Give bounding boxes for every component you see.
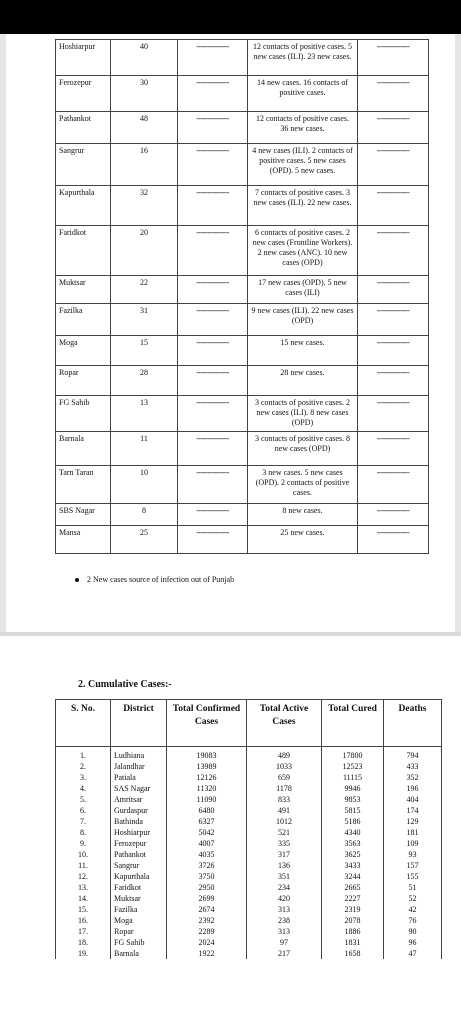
count-cell: 20 — [111, 226, 178, 276]
table-row — [56, 893, 442, 904]
cured-cell: 3244 — [322, 871, 384, 882]
placeholder-cell: --------------- — [178, 336, 248, 366]
table-row — [56, 937, 442, 948]
table-row — [56, 948, 442, 959]
confirmed-cell: 3750 — [167, 871, 247, 882]
cured-cell: 1658 — [322, 948, 384, 959]
confirmed-cell: 4007 — [167, 838, 247, 849]
table-row — [56, 276, 429, 304]
table-row — [56, 772, 442, 783]
cured-cell: 17800 — [322, 750, 384, 761]
deaths-cell: 352 — [384, 772, 442, 783]
active-cell: 1178 — [247, 783, 322, 794]
district-cell: Muktsar — [111, 893, 167, 904]
count-cell: 16 — [111, 144, 178, 186]
serial-cell: 18. — [56, 937, 111, 948]
details-cell: 28 new cases. — [248, 366, 358, 396]
placeholder-cell: --------------- — [178, 366, 248, 396]
district-cell: Pathankot — [56, 112, 111, 144]
placeholder-cell: --------------- — [178, 396, 248, 432]
serial-cell: 13. — [56, 882, 111, 893]
table-row — [56, 504, 429, 526]
deaths-cell: 42 — [384, 904, 442, 915]
cured-cell: 3433 — [322, 860, 384, 871]
district-cases-table — [55, 39, 429, 554]
active-cell: 335 — [247, 838, 322, 849]
details-cell: 7 contacts of positive cases. 3 new cases (ILI). 22 new cases. — [248, 186, 358, 226]
table-row — [56, 805, 442, 816]
confirmed-cell: 2392 — [167, 915, 247, 926]
district-cell: SBS Nagar — [56, 504, 111, 526]
cured-cell: 4340 — [322, 827, 384, 838]
table-row — [56, 827, 442, 838]
table-row — [56, 304, 429, 336]
confirmed-cell: 5042 — [167, 827, 247, 838]
count-cell: 28 — [111, 366, 178, 396]
serial-cell: 14. — [56, 893, 111, 904]
placeholder-cell: --------------- — [358, 40, 429, 76]
cured-cell: 11115 — [322, 772, 384, 783]
district-cell: Moga — [111, 915, 167, 926]
confirmed-cell: 11090 — [167, 794, 247, 805]
active-cell: 521 — [247, 827, 322, 838]
confirmed-cell: 4035 — [167, 849, 247, 860]
district-cell: Muktsar — [56, 276, 111, 304]
table-row — [56, 882, 442, 893]
count-cell: 15 — [111, 336, 178, 366]
district-cell: Fazilka — [56, 304, 111, 336]
table-row — [56, 926, 442, 937]
active-cell: 351 — [247, 871, 322, 882]
table-row — [56, 76, 429, 112]
confirmed-cell: 6327 — [167, 816, 247, 827]
placeholder-cell: --------------- — [358, 526, 429, 554]
confirmed-cell: 19083 — [167, 750, 247, 761]
district-cell: Barnala — [56, 432, 111, 466]
active-cell: 420 — [247, 893, 322, 904]
district-cell: Moga — [56, 336, 111, 366]
cured-cell: 12523 — [322, 761, 384, 772]
district-cell: Ferozepur — [56, 76, 111, 112]
table-row — [56, 186, 429, 226]
placeholder-cell: --------------- — [178, 432, 248, 466]
table-row — [56, 396, 429, 432]
count-cell: 48 — [111, 112, 178, 144]
details-cell: 8 new cases. — [248, 504, 358, 526]
placeholder-cell: --------------- — [178, 466, 248, 504]
district-cell: Bathinda — [111, 816, 167, 827]
count-cell: 40 — [111, 40, 178, 76]
section-title: 2. Cumulative Cases:- — [78, 679, 172, 690]
cured-cell: 1886 — [322, 926, 384, 937]
count-cell: 32 — [111, 186, 178, 226]
district-cell: Tarn Taran — [56, 466, 111, 504]
column-header: Total Active Cases — [247, 700, 322, 747]
count-cell: 13 — [111, 396, 178, 432]
deaths-cell: 404 — [384, 794, 442, 805]
document-page-1 — [0, 34, 461, 634]
table-row — [56, 336, 429, 366]
serial-cell: 6. — [56, 805, 111, 816]
table-row — [56, 526, 429, 554]
active-cell: 659 — [247, 772, 322, 783]
count-cell: 31 — [111, 304, 178, 336]
bullet-dot — [75, 578, 79, 582]
column-header: District — [111, 700, 167, 747]
serial-cell: 5. — [56, 794, 111, 805]
active-cell: 217 — [247, 948, 322, 959]
deaths-cell: 90 — [384, 926, 442, 937]
district-cell: Faridkot — [111, 882, 167, 893]
serial-cell: 17. — [56, 926, 111, 937]
table-row — [56, 466, 429, 504]
district-cell: FG Sahib — [111, 937, 167, 948]
table-row — [56, 915, 442, 926]
cured-cell: 9853 — [322, 794, 384, 805]
deaths-cell: 157 — [384, 860, 442, 871]
active-cell: 1012 — [247, 816, 322, 827]
district-cell: FG Sahib — [56, 396, 111, 432]
column-header: Total Cured — [322, 700, 384, 747]
active-cell: 234 — [247, 882, 322, 893]
placeholder-cell: --------------- — [178, 504, 248, 526]
column-header: Total Confirmed Cases — [167, 700, 247, 747]
confirmed-cell: 13989 — [167, 761, 247, 772]
district-cell: Sangrur — [56, 144, 111, 186]
placeholder-cell: --------------- — [178, 526, 248, 554]
note-text: 2 New cases source of infection out of Punjab — [87, 575, 235, 584]
table-row — [56, 904, 442, 915]
confirmed-cell: 2289 — [167, 926, 247, 937]
deaths-cell: 196 — [384, 783, 442, 794]
details-cell: 17 new cases (OPD). 5 new cases (ILI) — [248, 276, 358, 304]
table-row — [56, 794, 442, 805]
active-cell: 313 — [247, 904, 322, 915]
active-cell: 136 — [247, 860, 322, 871]
cured-cell: 3625 — [322, 849, 384, 860]
placeholder-cell: --------------- — [358, 226, 429, 276]
details-cell: 12 contacts of positive cases. 36 new cases. — [248, 112, 358, 144]
placeholder-cell: --------------- — [358, 504, 429, 526]
placeholder-cell: --------------- — [178, 40, 248, 76]
details-cell: 6 contacts of positive cases. 2 new cases (Frontline Workers). 2 new cases (ANC). 10 new cases (OPD) — [248, 226, 358, 276]
count-cell: 10 — [111, 466, 178, 504]
table-header-row — [56, 700, 442, 747]
details-cell: 9 new cases (ILI). 22 new cases (OPD) — [248, 304, 358, 336]
district-cell: Hoshiarpur — [56, 40, 111, 76]
district-cell: Kapurthala — [56, 186, 111, 226]
deaths-cell: 93 — [384, 849, 442, 860]
deaths-cell: 76 — [384, 915, 442, 926]
district-cell: Patiala — [111, 772, 167, 783]
placeholder-cell: --------------- — [358, 144, 429, 186]
details-cell: 3 contacts of positive cases. 8 new cases (OPD) — [248, 432, 358, 466]
active-cell: 97 — [247, 937, 322, 948]
placeholder-cell: --------------- — [358, 366, 429, 396]
details-cell: 14 new cases. 16 contacts of positive cases. — [248, 76, 358, 112]
column-header: Deaths — [384, 700, 442, 747]
district-cell: Pathankot — [111, 849, 167, 860]
confirmed-cell: 12126 — [167, 772, 247, 783]
deaths-cell: 109 — [384, 838, 442, 849]
table-row — [56, 871, 442, 882]
placeholder-cell: --------------- — [178, 304, 248, 336]
district-cell: Mansa — [56, 526, 111, 554]
active-cell: 317 — [247, 849, 322, 860]
district-cell: Amritsar — [111, 794, 167, 805]
cured-cell: 1831 — [322, 937, 384, 948]
active-cell: 489 — [247, 750, 322, 761]
placeholder-cell: --------------- — [358, 396, 429, 432]
district-cell: Ludhiana — [111, 750, 167, 761]
placeholder-cell: --------------- — [358, 112, 429, 144]
table-row — [56, 750, 442, 761]
district-cell: Ferozepur — [111, 838, 167, 849]
top-black-bar — [0, 0, 461, 34]
table-row — [56, 144, 429, 186]
note-bullet — [75, 575, 234, 584]
active-cell: 313 — [247, 926, 322, 937]
district-cell: Fazilka — [111, 904, 167, 915]
district-cell: Gurdaspur — [111, 805, 167, 816]
table-row — [56, 432, 429, 466]
deaths-cell: 47 — [384, 948, 442, 959]
table-row — [56, 783, 442, 794]
placeholder-cell: --------------- — [178, 276, 248, 304]
active-cell: 491 — [247, 805, 322, 816]
district-cell: Ropar — [111, 926, 167, 937]
cured-cell: 5815 — [322, 805, 384, 816]
table-row — [56, 226, 429, 276]
serial-cell: 8. — [56, 827, 111, 838]
table-row — [56, 838, 442, 849]
cured-cell: 2319 — [322, 904, 384, 915]
confirmed-cell: 2699 — [167, 893, 247, 904]
placeholder-cell: --------------- — [178, 76, 248, 112]
placeholder-cell: --------------- — [358, 466, 429, 504]
count-cell: 11 — [111, 432, 178, 466]
confirmed-cell: 11320 — [167, 783, 247, 794]
deaths-cell: 155 — [384, 871, 442, 882]
deaths-cell: 433 — [384, 761, 442, 772]
placeholder-cell: --------------- — [358, 432, 429, 466]
district-cell: SAS Nagar — [111, 783, 167, 794]
district-cell: Barnala — [111, 948, 167, 959]
cured-cell: 5186 — [322, 816, 384, 827]
table-row — [56, 40, 429, 76]
confirmed-cell: 2950 — [167, 882, 247, 893]
serial-cell: 16. — [56, 915, 111, 926]
confirmed-cell: 1922 — [167, 948, 247, 959]
serial-cell: 3. — [56, 772, 111, 783]
serial-cell: 4. — [56, 783, 111, 794]
serial-cell: 10. — [56, 849, 111, 860]
confirmed-cell: 3726 — [167, 860, 247, 871]
confirmed-cell: 6480 — [167, 805, 247, 816]
active-cell: 1033 — [247, 761, 322, 772]
deaths-cell: 51 — [384, 882, 442, 893]
details-cell: 3 new cases. 5 new cases (OPD). 2 contacts of positive cases. — [248, 466, 358, 504]
deaths-cell: 794 — [384, 750, 442, 761]
cured-cell: 2078 — [322, 915, 384, 926]
table-row — [56, 860, 442, 871]
placeholder-cell: --------------- — [178, 186, 248, 226]
confirmed-cell: 2024 — [167, 937, 247, 948]
page-margin-right — [455, 34, 461, 634]
cured-cell: 3563 — [322, 838, 384, 849]
details-cell: 3 contacts of positive cases. 2 new cases (ILI). 8 new cases (OPD) — [248, 396, 358, 432]
count-cell: 22 — [111, 276, 178, 304]
serial-cell: 9. — [56, 838, 111, 849]
placeholder-cell: --------------- — [358, 186, 429, 226]
table-row — [56, 816, 442, 827]
details-cell: 25 new cases. — [248, 526, 358, 554]
cumulative-cases-table — [55, 699, 442, 959]
deaths-cell: 52 — [384, 893, 442, 904]
serial-cell: 19. — [56, 948, 111, 959]
placeholder-cell: --------------- — [178, 112, 248, 144]
document-page-2 — [0, 636, 461, 1024]
serial-cell: 7. — [56, 816, 111, 827]
table-row — [56, 849, 442, 860]
page-margin-left — [0, 34, 6, 634]
district-cell: Faridkot — [56, 226, 111, 276]
district-cell: Jalandhar — [111, 761, 167, 772]
count-cell: 25 — [111, 526, 178, 554]
details-cell: 4 new cases (ILI). 2 contacts of positive cases. 5 new cases (OPD). 5 new cases. — [248, 144, 358, 186]
cured-cell: 9946 — [322, 783, 384, 794]
placeholder-cell: --------------- — [358, 336, 429, 366]
placeholder-cell: --------------- — [178, 144, 248, 186]
count-cell: 8 — [111, 504, 178, 526]
placeholder-cell: --------------- — [358, 276, 429, 304]
confirmed-cell: 2674 — [167, 904, 247, 915]
details-cell: 15 new cases. — [248, 336, 358, 366]
active-cell: 833 — [247, 794, 322, 805]
serial-cell: 15. — [56, 904, 111, 915]
table-row — [56, 761, 442, 772]
district-cell: Hoshiarpur — [111, 827, 167, 838]
active-cell: 238 — [247, 915, 322, 926]
district-cell: Ropar — [56, 366, 111, 396]
deaths-cell: 96 — [384, 937, 442, 948]
details-cell: 12 contacts of positive cases. 5 new cases (ILI). 23 new cases. — [248, 40, 358, 76]
district-cell: Sangrur — [111, 860, 167, 871]
serial-cell: 11. — [56, 860, 111, 871]
placeholder-cell: --------------- — [358, 76, 429, 112]
placeholder-cell: --------------- — [358, 304, 429, 336]
deaths-cell: 129 — [384, 816, 442, 827]
count-cell: 30 — [111, 76, 178, 112]
table-row — [56, 112, 429, 144]
district-cell: Kapurthala — [111, 871, 167, 882]
placeholder-cell: --------------- — [178, 226, 248, 276]
cured-cell: 2227 — [322, 893, 384, 904]
deaths-cell: 174 — [384, 805, 442, 816]
serial-cell: 1. — [56, 750, 111, 761]
serial-cell: 12. — [56, 871, 111, 882]
serial-cell: 2. — [56, 761, 111, 772]
cured-cell: 2665 — [322, 882, 384, 893]
table-row — [56, 366, 429, 396]
deaths-cell: 181 — [384, 827, 442, 838]
column-header: S. No. — [56, 700, 111, 747]
